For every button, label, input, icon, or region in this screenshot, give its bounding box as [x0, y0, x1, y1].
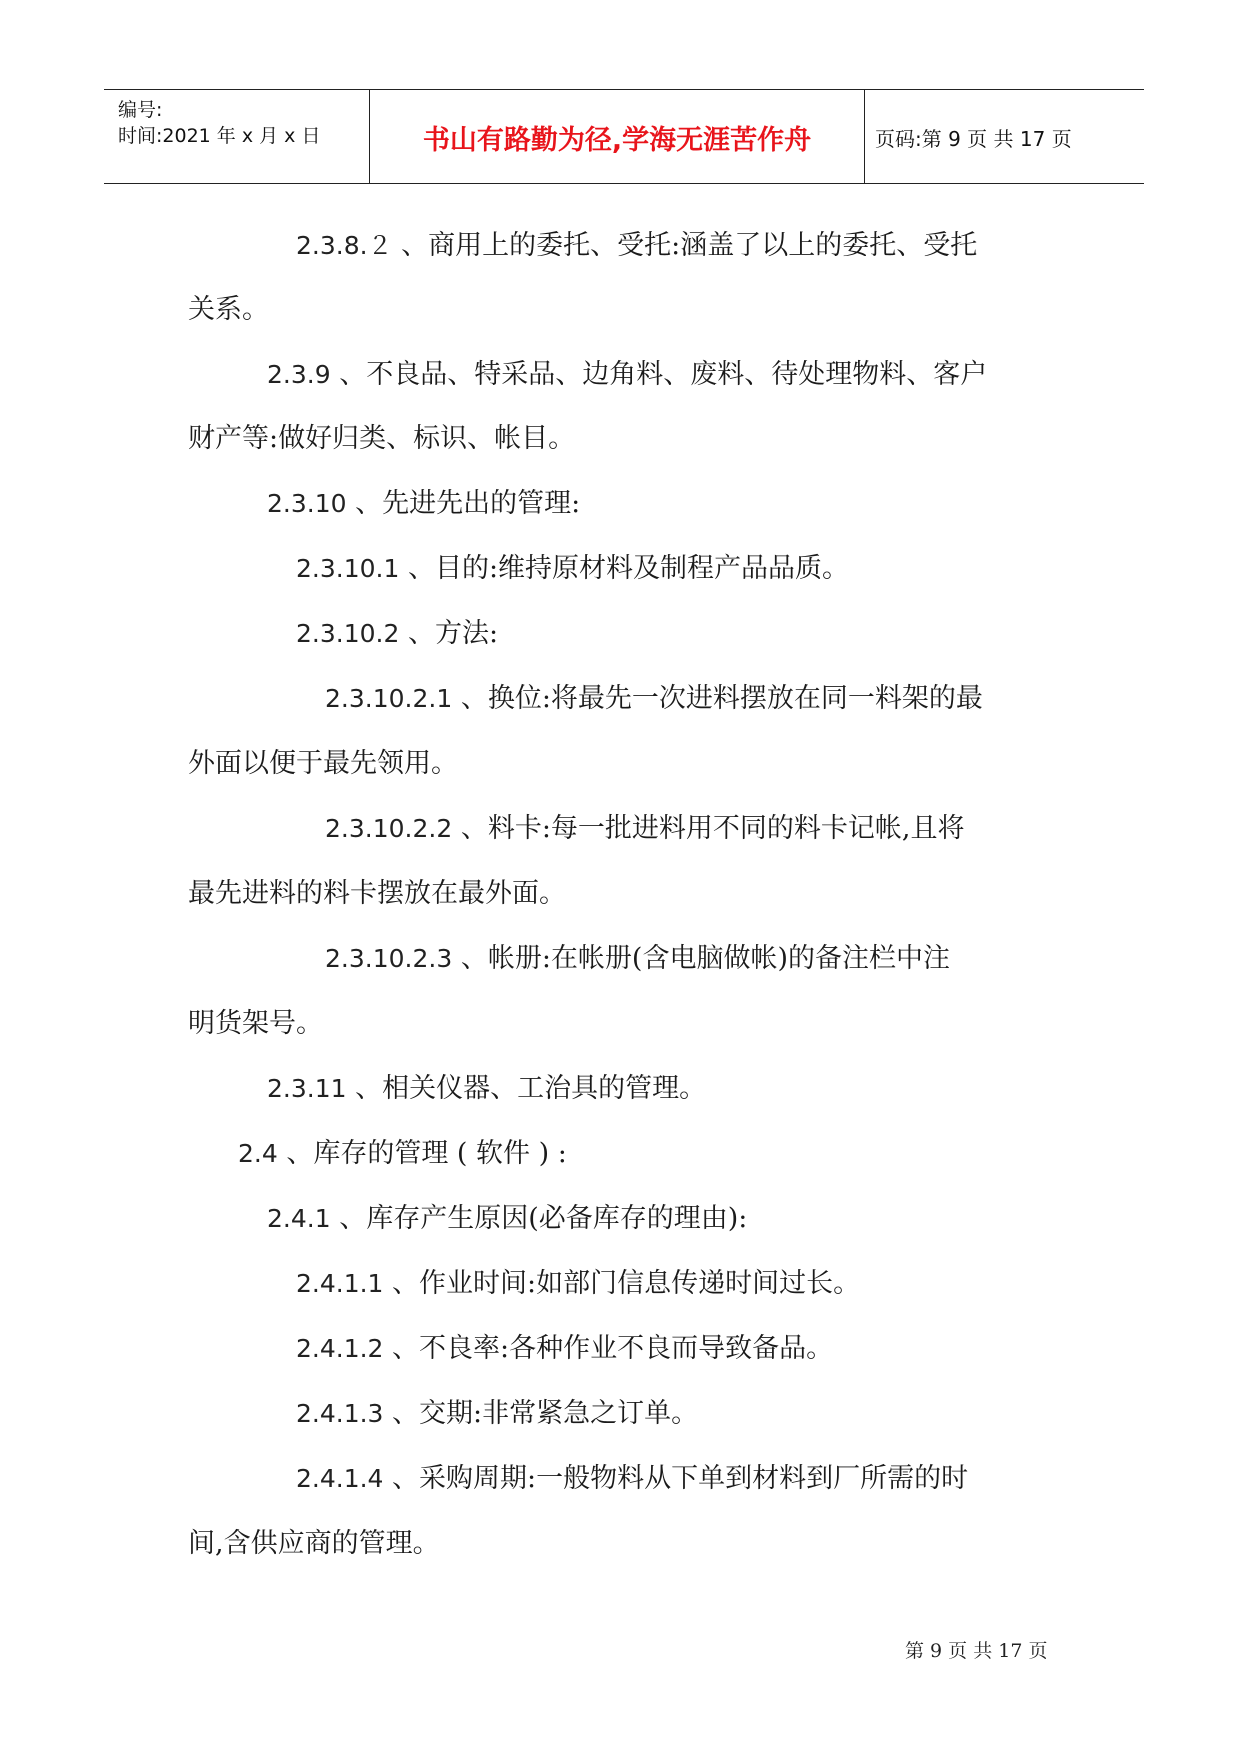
paragraph-line: [296, 617, 498, 651]
paragraph-line: [188, 1527, 440, 1561]
paragraph-text: 、相关仪器、工治具的管理。: [346, 1073, 707, 1104]
paragraph-text: 最先进料的料卡摆放在最外面。: [188, 878, 566, 909]
paragraph-line: [296, 229, 977, 263]
paragraph-text: 、商用上的委托、受托:涵盖了以上的委托、受托: [392, 230, 978, 261]
section-number: 2.3.9: [267, 360, 331, 389]
paragraph-line: [325, 812, 965, 846]
section-number: 2.3.10: [267, 489, 347, 518]
section-number: 2.3.11: [267, 1074, 347, 1103]
paragraph-text: 、不良品、特采品、边角料、废料、待处理物料、客户: [330, 359, 988, 390]
section-number: 2.4.1: [267, 1204, 331, 1233]
paragraph-text: 、目的:维持原材料及制程产品品质。: [399, 553, 850, 584]
header-page-code: 页码:第 9 页 共 17 页: [875, 127, 1072, 151]
paragraph-text: 外面以便于最先领用。: [188, 748, 458, 779]
paragraph-text: 、采购周期:一般物料从下单到材料到厂所需的时: [383, 1463, 969, 1494]
paragraph-text: 、库存产生原因(必备库存的理由):: [330, 1203, 748, 1234]
paragraph-text: 明货架号。: [188, 1008, 323, 1039]
paragraph-text: 、方法:: [399, 618, 499, 649]
section-number: 2.3.10.2.2: [325, 814, 453, 843]
section-number: 2.4.1.4: [296, 1464, 384, 1493]
section-number: 2.3.10.2: [296, 619, 400, 648]
paragraph-text: 、交期:非常紧急之订单。: [383, 1398, 699, 1429]
paragraph-line: [267, 1072, 706, 1106]
header-page-cell: [865, 90, 1144, 183]
paragraph-line: [188, 877, 566, 911]
paragraph-line: [267, 1202, 747, 1236]
paragraph-text: 、作业时间:如部门信息传递时间过长。: [383, 1268, 861, 1299]
paragraph-line: [296, 552, 849, 586]
paragraph-line: [296, 1332, 833, 1366]
section-number: 2.4: [238, 1139, 278, 1168]
paragraph-text: 、不良率:各种作业不良而导致备品。: [383, 1333, 834, 1364]
paragraph-line: [188, 422, 575, 456]
section-number: 2.4.1.1: [296, 1269, 384, 1298]
header-motto-cell: [370, 90, 865, 183]
paragraph-line: [238, 1137, 567, 1171]
paragraph-line: [188, 1007, 323, 1041]
header-motto: 书山有路勤为径,学海无涯苦作舟: [422, 125, 812, 156]
paragraph-line: [296, 1397, 698, 1431]
section-number: 2.3.10.1: [296, 554, 400, 583]
page-header: [104, 89, 1144, 184]
paragraph-text: 、帐册:在帐册(含电脑做帐)的备注栏中注: [452, 943, 950, 974]
time-label: 时间:2021 年 x 月 x 日: [118, 125, 321, 147]
paragraph-text: 关系。: [188, 294, 269, 325]
section-number: 2.3.10.2.3: [325, 944, 453, 973]
header-meta-cell: [104, 90, 370, 183]
paragraph-line: [296, 1462, 968, 1496]
paragraph-line: [296, 1267, 860, 1301]
section-number: 2.4.1.2: [296, 1334, 384, 1363]
paragraph-line: [267, 358, 987, 392]
paragraph-line: [188, 293, 269, 327]
paragraph-text: 、换位:将最先一次进料摆放在同一料架的最: [452, 683, 983, 714]
paragraph-text: 间,含供应商的管理。: [188, 1528, 440, 1559]
page-footer: 第 9 页 共 17 页: [905, 1640, 1048, 1662]
paragraph-line: [325, 682, 983, 716]
section-number: 2.3.10.2.1: [325, 684, 453, 713]
serial-number-label: 编号:: [118, 99, 163, 121]
section-number: 2.3.8.２: [296, 231, 393, 260]
paragraph-text: 、库存的管理 ( 软件 ) :: [277, 1138, 567, 1169]
section-number: 2.4.1.3: [296, 1399, 384, 1428]
paragraph-text: 、先进先出的管理:: [346, 488, 581, 519]
paragraph-line: [188, 747, 458, 781]
paragraph-text: 财产等:做好归类、标识、帐目。: [188, 423, 576, 454]
paragraph-line: [267, 487, 580, 521]
paragraph-line: [325, 942, 950, 976]
paragraph-text: 、料卡:每一批进料用不同的料卡记帐,且将: [452, 813, 965, 844]
